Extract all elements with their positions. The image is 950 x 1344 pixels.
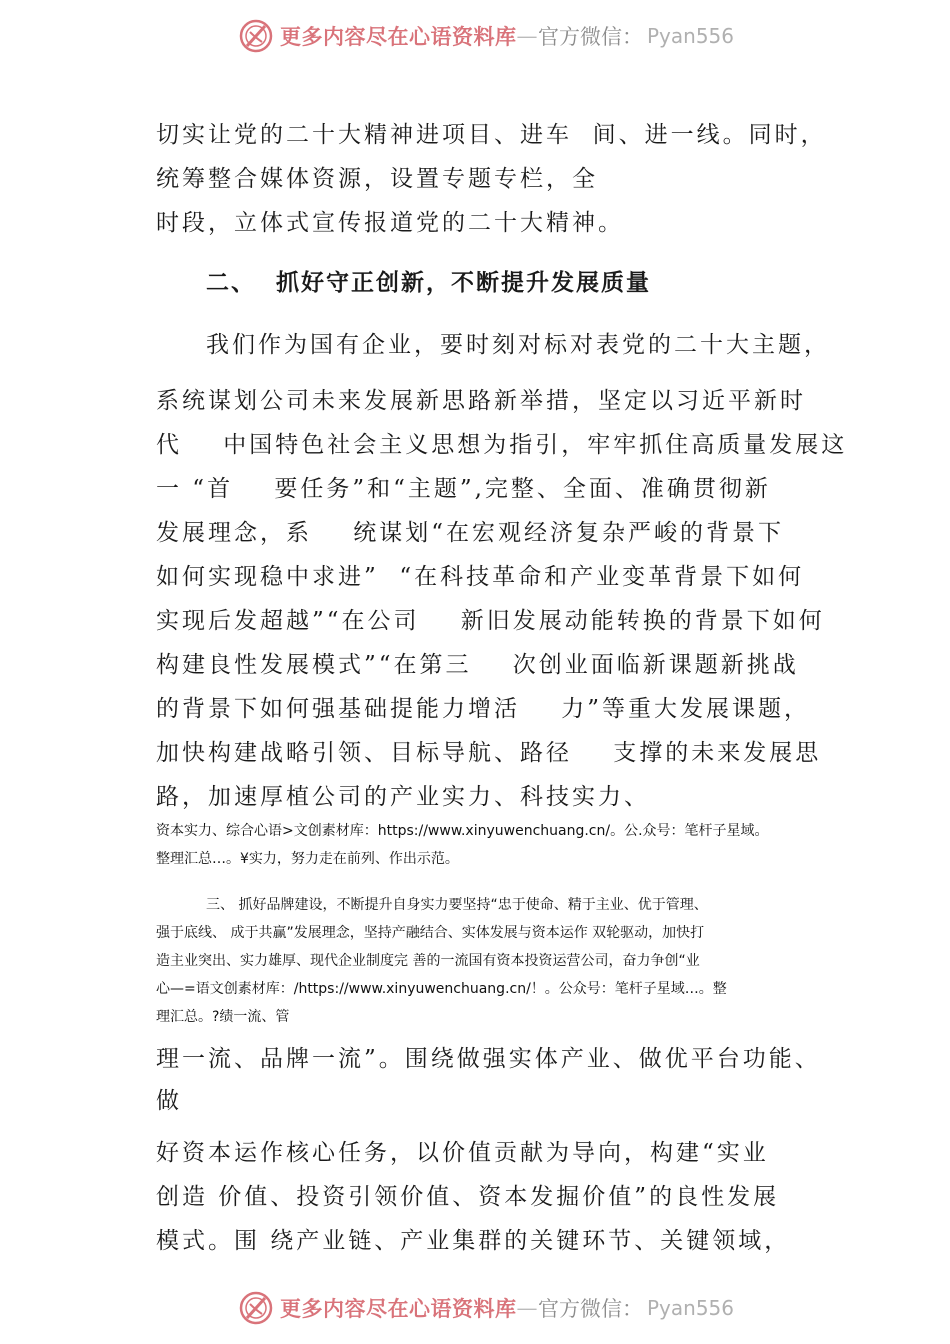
watermark-text-line: 强于底线、 成于共赢”发展理念，坚持产融结合、实体发展与资本运作 双轮驱动，加快打 [156, 925, 705, 941]
section-heading: 二、 抓好守正创新，不断提升发展质量 [206, 269, 652, 296]
banner-separator: — [516, 1296, 538, 1320]
paragraph-line: 如何实现稳中求进” “在科技革命和产业变革背景下如何 [156, 564, 805, 590]
paragraph-line: 好资本运作核心任务，以价值贡献为导向，构建“实业 [156, 1140, 769, 1166]
paragraph-line: 加快构建战略引领、目标导航、路径 支撑的未来发展思 [156, 740, 822, 766]
header-banner [0, 16, 950, 56]
banner-wechat-id: Pyan556 [647, 24, 735, 48]
paragraph-line: 模式。围 绕产业链、产业集群的关键环节、关键领域， [156, 1228, 791, 1254]
banner-wechat-id: Pyan556 [647, 1296, 735, 1320]
paragraph-line: 代 中国特色社会主义思想为指引，牢牢抓住高质量发展这 [156, 432, 848, 458]
watermark-text-line: 理汇总。?绩一流、管 [156, 1009, 290, 1025]
banner-official-label: 官方微信： [538, 25, 643, 49]
paragraph-line: 理一流、品牌一流”。围绕做强实体产业、做优平台功能、 [156, 1046, 821, 1072]
watermark-text-line: 整理汇总…。¥实力，努力走在前列、作出示范。 [156, 851, 459, 867]
library-logo-icon [238, 1290, 274, 1326]
watermark-text-line: 心—=语文创素材库：/https://www.xinyuwenchuang.cn/！。公众号：笔杆子星域…。整 [156, 981, 727, 997]
paragraph-line: 创造 价值、投资引领价值、资本发掘价值”的良性发展 [156, 1184, 780, 1210]
paragraph-line: 系统谋划公司未来发展新思路新举措，坚定以习近平新时 [156, 388, 806, 414]
banner-separator: — [516, 24, 538, 48]
banner-title: 更多内容尽在心语资料库 [280, 1296, 517, 1321]
paragraph-line: 时段，立体式宣传报道党的二十大精神。 [156, 210, 624, 236]
paragraph-line: 做 [156, 1088, 182, 1114]
paragraph-line: 的背景下如何强基础提能力增活 力”等重大发展课题， [156, 696, 811, 722]
paragraph-line: 切实让党的二十大精神进项目、进车 间、进一线。同时， [156, 122, 827, 148]
watermark-text-line: 三、 抓好品牌建设，不断提升自身实力要坚持“忠于使命、精于主业、优于管理、 [206, 897, 708, 913]
paragraph-line: 路，加速厚植公司的产业实力、科技实力、 [156, 784, 650, 810]
watermark-text-line: 资本实力、综合心语>文创素材库：https://www.xinyuwenchuang.cn/。公.众号：笔杆子星域。 [156, 823, 769, 839]
banner-official-label: 官方微信： [538, 1297, 643, 1321]
banner-title: 更多内容尽在心语资料库 [280, 24, 517, 49]
paragraph-line: 我们作为国有企业，要时刻对标对表党的二十大主题， [206, 332, 830, 358]
paragraph-line: 发展理念，系 统谋划“在宏观经济复杂严峻的背景下 [156, 520, 785, 546]
library-logo-icon [238, 18, 274, 54]
watermark-text-line: 造主业突出、实力雄厚、现代企业制度完 善的一流国有资本投资运营公司，奋力争创“业 [156, 953, 700, 969]
footer-banner [0, 1288, 950, 1328]
paragraph-line: 实现后发超越”“在公司 新旧发展动能转换的背景下如何 [156, 608, 825, 634]
paragraph-line: 构建良性发展模式”“在第三 次创业面临新课题新挑战 [156, 652, 799, 678]
paragraph-line: 统筹整合媒体资源，设置专题专栏，全 [156, 166, 598, 192]
paragraph-line: 一 “首 要任务”和“主题”,完整、全面、准确贯彻新 [156, 476, 771, 502]
